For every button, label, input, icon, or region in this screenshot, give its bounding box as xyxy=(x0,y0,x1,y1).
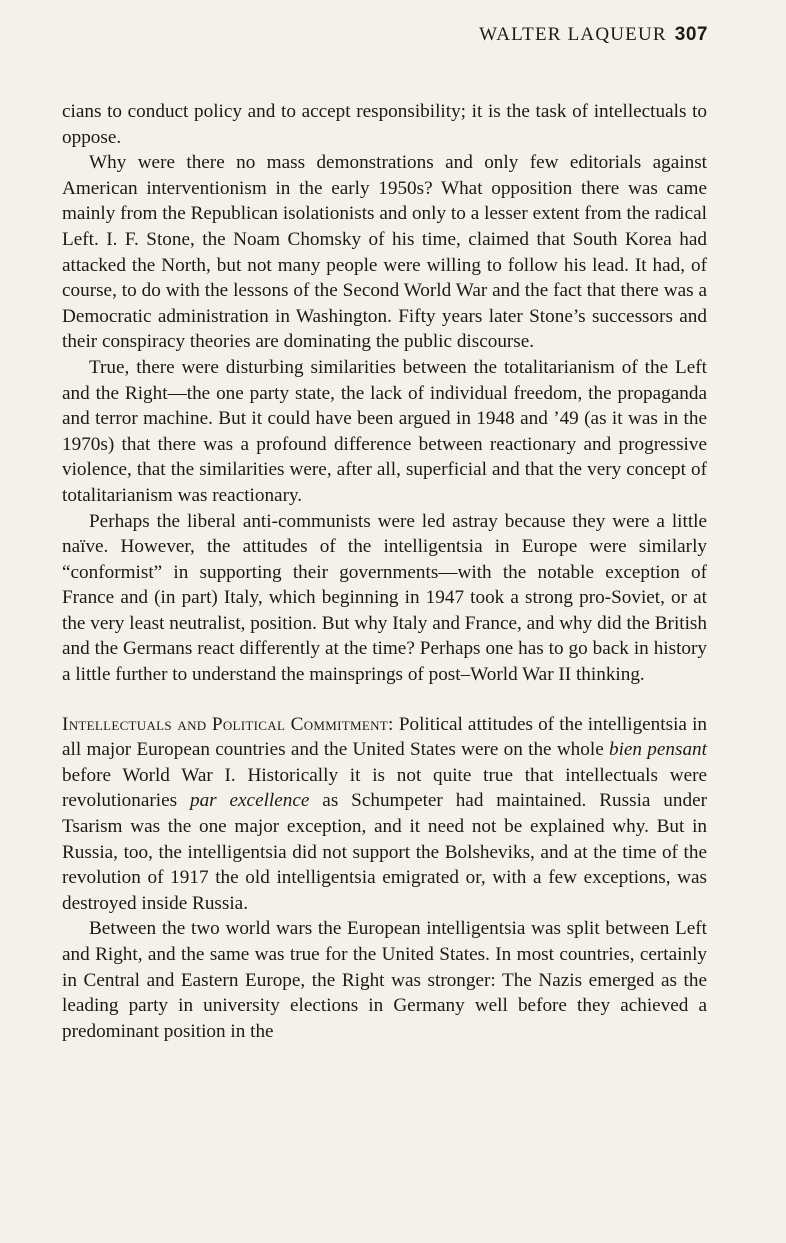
section-heading: Intellectuals and Political Commitment: xyxy=(62,713,394,735)
running-head xyxy=(479,24,708,46)
paragraph-continued: cians to conduct policy and to accept responsibility; it is the task of intellectuals to oppose. xyxy=(62,101,707,148)
italic-phrase: bien pensant xyxy=(608,739,707,761)
section-text-3: as Schumpeter had maintained. Russia under Tsarism was the one major exception, and it need not be explained why. But in Russia, too, the intelligentsia did not support the Bolsheviks, and at the time of the revolution of 1917 the old intelligentsia emigrated or, with a few exceptions, was destroyed inside Russia. xyxy=(62,790,707,914)
section-text-2: before World War I. Historically it is not quite true that intellectuals were revolutionaries xyxy=(62,764,707,812)
paragraph: Why were there no mass demonstrations and only few editorials against American interventionism in the early 1950s? What opposition there was came mainly from the Republican isolationists and only to a lesser extent from the radical Left. I. F. Stone, the Noam Chomsky of his time, claimed that South Korea had attacked the North, but not many people were willing to follow his lead. It had, of course, to do with the lessons of the Second World War and the fact that there was a Democratic administration in Washington. Fifty years later Stone’s successors and their conspiracy theories are dominating the public discourse. xyxy=(62,152,707,353)
body-text xyxy=(62,99,707,1044)
paragraph: True, there were disturbing similarities between the totalitarianism of the Left and the Right—the one party state, the lack of individual freedom, the propaganda and terror machine. But it could have been argued in 1948 and ’49 (as it was in the 1970s) that there was a profound difference between reactionary and progressive violence, that the similarities were, after all, superficial and that the very concept of totalitarianism was reactionary. xyxy=(62,356,707,506)
section-text-1: Political attitudes of the intelligentsia in all major European countries and the United States were on the whole xyxy=(62,713,707,761)
paragraph: Between the two world wars the European intelligentsia was split between Left and Right, and the same was true for the United States. In most countries, certainly in Central and Eastern Europe, the Right was stronger: The Nazis emerged as the leading party in university elections in Germany well before they achieved a predominant position in the xyxy=(62,918,707,1042)
section-paragraph xyxy=(62,712,707,917)
italic-phrase: par excellence xyxy=(189,790,310,812)
page-number: 307 xyxy=(674,24,708,45)
running-title: WALTER LAQUEUR xyxy=(479,24,667,45)
paragraph: Perhaps the liberal anti-communists were led astray because they were a little naïve. However, the attitudes of the intelligentsia in Europe were similarly “conformist” in supporting their governments—with the notable exception of France and (in part) Italy, which beginning in 1947 took a strong pro-Soviet, or at the very least neutralist, position. But why Italy and France, and why did the British and the Germans react differently at the time? Perhaps one has to go back in history a little further to understand the mainsprings of post–World War II thinking. xyxy=(62,510,707,686)
